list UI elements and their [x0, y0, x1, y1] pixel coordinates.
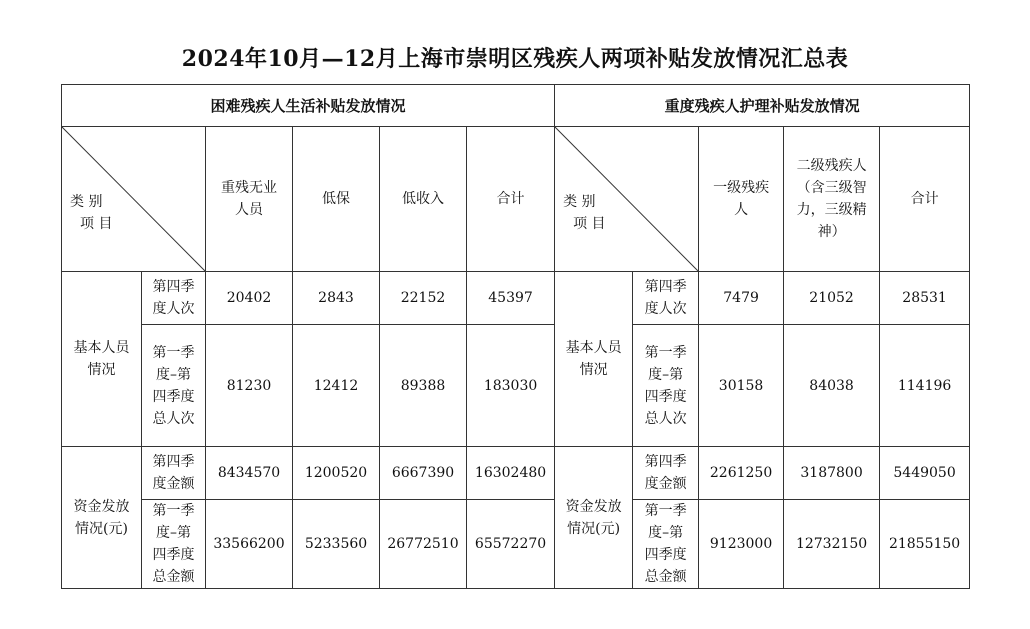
table-cell: 28531: [880, 272, 970, 325]
table-cell: 89388: [380, 325, 467, 447]
left-diagonal-header: [62, 127, 206, 272]
left-section-header: 困难残疾人生活补贴发放情况: [62, 85, 555, 127]
diagonal-label-item: 项 目: [573, 216, 606, 232]
table-cell: 21052: [784, 272, 880, 325]
row-item-label: 第四季度人次: [142, 272, 206, 325]
table-cell: 20402: [206, 272, 293, 325]
column-header: 二级残疾人（含三级智力，三级精神）: [784, 127, 880, 272]
table-cell: 84038: [784, 325, 880, 447]
table-cell: 114196: [880, 325, 970, 447]
table-cell: 12732150: [784, 500, 880, 589]
table-cell: 9123000: [699, 500, 784, 589]
table-cell: 65572270: [467, 500, 555, 589]
table-cell: 26772510: [380, 500, 467, 589]
table-cell: 45397: [467, 272, 555, 325]
table-cell: 5449050: [880, 447, 970, 500]
diagonal-label-category: 类 别: [563, 194, 596, 210]
right-section-header: 重度残疾人护理补贴发放情况: [555, 85, 970, 127]
table-cell: 33566200: [206, 500, 293, 589]
table-cell: 5233560: [293, 500, 380, 589]
table-cell: 21855150: [880, 500, 970, 589]
table-cell: 7479: [699, 272, 784, 325]
right-diagonal-header: [555, 127, 699, 272]
table-row: [62, 447, 970, 500]
row-item-label: 第四季度人次: [633, 272, 699, 325]
group-label: 资金发放情况(元): [555, 447, 633, 589]
row-item-label: 第一季度–第四季度总金额: [142, 500, 206, 589]
column-header-row: [62, 127, 970, 272]
column-header: 合计: [880, 127, 970, 272]
table-cell: 2843: [293, 272, 380, 325]
column-header: 一级残疾人: [699, 127, 784, 272]
table-cell: 16302480: [467, 447, 555, 500]
row-item-label: 第一季度–第四季度总人次: [142, 325, 206, 447]
row-item-label: 第四季度金额: [142, 447, 206, 500]
table-cell: 22152: [380, 272, 467, 325]
summary-table: [61, 84, 970, 589]
table-cell: 1200520: [293, 447, 380, 500]
section-header-row: [62, 85, 970, 127]
table-cell: 3187800: [784, 447, 880, 500]
diagonal-label-item: 项 目: [80, 216, 113, 232]
column-header: 合计: [467, 127, 555, 272]
diagonal-label-category: 类 别: [70, 194, 103, 210]
table-row: [62, 325, 970, 447]
table-cell: 183030: [467, 325, 555, 447]
table-cell: 8434570: [206, 447, 293, 500]
table-cell: 6667390: [380, 447, 467, 500]
column-header: 低保: [293, 127, 380, 272]
column-header: 低收入: [380, 127, 467, 272]
table-cell: 30158: [699, 325, 784, 447]
table-cell: 2261250: [699, 447, 784, 500]
column-header: 重残无业人员: [206, 127, 293, 272]
group-label: 基本人员情况: [555, 272, 633, 447]
row-item-label: 第四季度金额: [633, 447, 699, 500]
page-title: 2024年10月—12月上海市崇明区残疾人两项补贴发放情况汇总表: [181, 46, 849, 72]
row-item-label: 第一季度–第四季度总人次: [633, 325, 699, 447]
group-label: 基本人员情况: [62, 272, 142, 447]
table-row: [62, 272, 970, 325]
row-item-label: 第一季度–第四季度总金额: [633, 500, 699, 589]
group-label: 资金发放情况(元): [62, 447, 142, 589]
table-cell: 12412: [293, 325, 380, 447]
table-row: [62, 500, 970, 589]
table-cell: 81230: [206, 325, 293, 447]
